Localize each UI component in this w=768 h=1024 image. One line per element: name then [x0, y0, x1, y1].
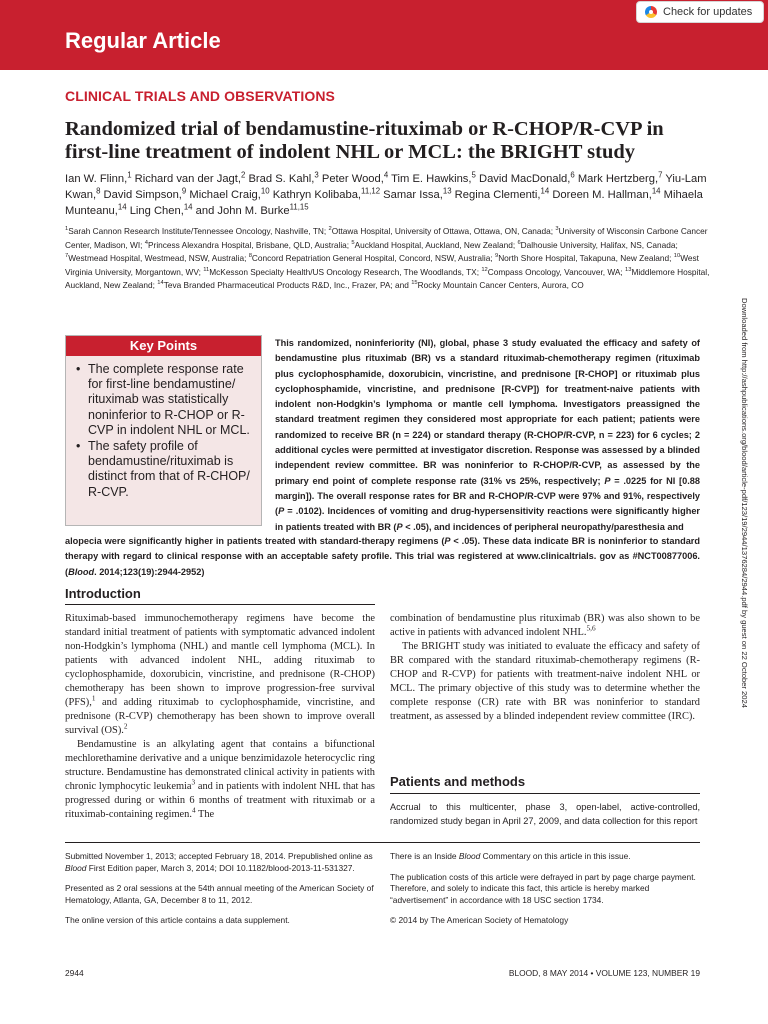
crossmark-icon [645, 6, 657, 18]
methods-text: Accrual to this multicenter, phase 3, open-label, active-controlled, randomized study began in April 27, 2009, and data collection for this report [390, 802, 700, 826]
footnote: Submitted November 1, 2013; accepted February 18, 2014. Prepublished online as Blood First Edition paper, March 3, 2014; DOI 10.1182/blood-2013-11-531327. [65, 851, 373, 873]
introduction-right-column [390, 612, 700, 724]
section-label: CLINICAL TRIALS AND OBSERVATIONS [65, 88, 335, 104]
body-paragraph: combination of bendamustine plus rituximab (BR) was also shown to be active in patients with advanced indolent NHL.$^{5,6}$ [390, 613, 700, 638]
page-number: 2944 [65, 968, 84, 978]
footnotes-right [390, 851, 700, 936]
download-watermark [734, 298, 752, 998]
footnote: Presented as 2 oral sessions at the 54th annual meeting of the American Society of Hematology, Atlanta, GA, December 8 to 11, 2012. [65, 883, 374, 905]
abstract-text: This randomized, noninferiority (NI), global, phase 3 study evaluated the efficacy and safety of bendamustine plus rituximab (BR) vs a standard rituximab-chemotherapy regimen (rituximab plus cyclophosphamide, doxorubicin, vincristine, and prednisone [R-CHOP] or rituximab plus cyclophosphamide, vincristine, and prednisone [R-CVP]) for treatment-naive patients with indolent non-Hodgkin’s lymphoma or mantle cell lymphoma. Investigators preassigned the standard treatment regimen they considered most appropriate for each patient; patients were randomized to receive BR (n = 224) or standard therapy (R-CHOP/R-CVP, n = 223) for 6 cycles; 2 additional cycles were permitted at investigator discretion. Response was assessed by a blinded independent review committee. BR was noninferior to R-CHOP/R-CVP, as assessed by the primary end point of complete response rate (31% vs 25%, respectively; P = .0225 for NI [0.88 margin]). The overall response rates for BR and R-CHOP/R-CVP were 97% and 91%, respectively (P = .0102). Incidences of vomiting and drug-hypersensitivity reactions were significantly higher in patients treated with BR (P < .05), and incidences of peripheral neuropathy/paresthesia and [275, 338, 700, 532]
footnote: There is an Inside Blood Commentary on this article in this issue. [390, 851, 631, 861]
check-for-updates-button[interactable] [636, 1, 764, 23]
key-points-box [65, 335, 262, 526]
methods-heading: Patients and methods [390, 774, 526, 789]
key-points-list [66, 356, 261, 500]
article-type-title: Regular Article [65, 28, 221, 53]
journal-citation: BLOOD, 8 MAY 2014 • VOLUME 123, NUMBER 19 [508, 968, 700, 978]
affiliations: $^1$Sarah Cannon Research Institute/Tennessee Oncology, Nashville, TN; $^2$Ottawa Hospital, University of Ottawa, Ottawa, ON, Canada; $^3$University of Wisconsin Carbone Cancer Center, Madison, WI; $^4$Princess Alexandra Hospital, Brisbane, QLD, Australia; $^5$Auckland Hospital, Auckland, New Zealand; $^6$Dalhousie University, Halifax, NS, Canada; $^7$Westmead Hospital, Westmead, NSW, Australia; $^8$Concord Repatriation General Hospital, Concord, NSW, Australia; $^9$North Shore Hospital, Takapuna, New Zealand; $^{10}$West Virginia University, Morgantown, WV; $^{11}$McKesson Specialty Health/US Oncology Research, The Woodlands, TX; $^{12}$Compass Oncology, Vancouver, WA; $^{13}$Middlemore Hospital, Auckland, New Zealand; $^{14}$Teva Branded Pharmaceutical Products R&D, Inc., Frazer, PA; and $^{15}$Rocky Mountain Cancer Centers, Aurora, CO [65, 226, 710, 291]
body-paragraph: Bendamustine is an alkylating agent that contains a bifunctional mechlorethamine derivative and a unique benzimidazole heterocyclic ring structure. Bendamustine has demonstrated clinical activity in patients with chronic lymphocytic leukemia$^3$ and in patients with indolent NHL that has progressed during or within 6 months of treatment with rituximab or a rituximab-containing regimen.$^4$ The [65, 739, 375, 820]
abstract-continuation: alopecia were significantly higher in patients treated with standard-therapy regimens (P < .05). These data indicate BR is noninferior to standard therapy with regard to clinical response with an acceptable safety profile. This trial was registered at www.clinicaltrials. gov as #NCT00877006. (Blood. 2014;123(19):2944-2952) [65, 536, 700, 577]
key-point-item [76, 362, 255, 438]
key-points-heading: Key Points [66, 336, 261, 356]
body-paragraph: Rituximab-based immunochemotherapy regimens have become the standard initial treatment of patients with symptomatic advanced indolent non-Hodgkin’s lymphoma (NHL) and mantle cell lymphoma (MCL). In patients with advanced indolent NHL, adding rituximab to cyclophosphamide, doxorubicin, vincristine, and prednisone (R-CHOP) chemotherapy has been shown to improve progression-free survival (PFS),$^1$ and adding rituximab to cyclophosphamide, vincristine, and prednisone (R-CVP) chemotherapy has been shown to improve overall survival (OS).$^2$ [65, 613, 375, 736]
download-watermark-text: Downloaded from http://ashpublications.org/blood/article-pdf/123/19/2944/1376284/2944.pdf by guest on 22 October 2024 [740, 298, 749, 708]
key-point-item [76, 439, 255, 500]
check-for-updates-label: Check for updates [663, 6, 753, 18]
footnote-divider [65, 842, 700, 843]
introduction-left-column [65, 612, 375, 822]
divider [65, 604, 375, 605]
footnote: The publication costs of this article were defrayed in part by page charge payment. Therefore, and solely to indicate this fact, this article is hereby marked “advertisement” in accordance with 18 USC section 1734. [390, 871, 696, 905]
key-point-text: The complete response rate for first-line bendamustine/ rituximab was statistically noninferior to R-CHOP or R-CVP in indolent NHL or MCL. [88, 362, 250, 437]
introduction-heading: Introduction [65, 586, 141, 601]
key-point-text: The safety profile of bendamustine/rituximab is distinct from that of R-CHOP/ R-CVP. [88, 439, 250, 499]
author-list: Ian W. Flinn,$^1$ Richard van der Jagt,$^2$ Brad S. Kahl,$^3$ Peter Wood,$^4$ Tim E. Hawkins,$^5$ David MacDonald,$^6$ Mark Hertzberg,$^7$ Yiu-Lam Kwan,$^8$ David Simpson,$^9$ Michael Craig,$^{10}$ Kathryn Kolibaba,$^{11,12}$ Samar Issa,$^{13}$ Regina Clementi,$^{14}$ Doreen M. Hallman,$^{14}$ Mihaela Munteanu,$^{14}$ Ling Chen,$^{14}$ and John M. Burke$^{11,15}$ [65, 170, 707, 217]
bullet-icon: • [76, 362, 81, 376]
footnotes-left [65, 851, 375, 936]
footnote: The online version of this article contains a data supplement. [65, 915, 290, 926]
body-paragraph: The BRIGHT study was initiated to evaluate the efficacy and safety of BR compared with the standard rituximab-chemotherapy regimens (R-CHOP and R-CVP) for patients with treatment-naive indolent NHL or MCL. The primary objective of this study was to determine whether the complete response (CR) rate with BR was noninferior to standard treatment, as assessed by a blinded independent review committee (IRC). [390, 641, 700, 722]
divider [390, 793, 700, 794]
article-title: Randomized trial of bendamustine-rituximab or R-CHOP/R-CVP in first-line treatment of indolent NHL or MCL: the BRIGHT study [65, 118, 664, 163]
footnote: © 2014 by The American Society of Hematology [390, 915, 569, 926]
bullet-icon: • [76, 439, 81, 454]
